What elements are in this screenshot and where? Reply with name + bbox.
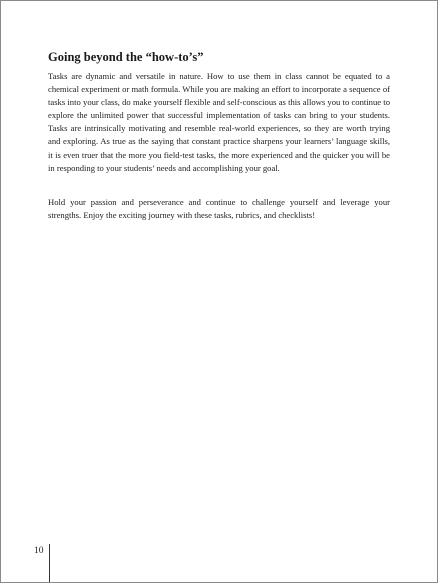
page-number: 10 (34, 546, 44, 556)
margin-rule (49, 544, 50, 583)
section-heading: Going beyond the “how-to’s” (48, 50, 204, 64)
body-paragraph-1: Tasks are dynamic and versatile in nature. How to use them in class cannot be equated to a chemical experiment or math formula. While you are making an effort to incorporate a sequence of tasks into your class, do make yourself flexible and self-conscious as this allows you to continue to explore the unlimited power that successful implementation of tasks can bring to your students. Tasks are intrinsically motivating and resemble real-world experiences, so they are worth trying and exploring. As true as the saying that constant practice sharpens your learners’ language skills, it is even truer that the more you field-test tasks, the more experienced and the quicker you will be in responding to your students’ needs and accomplishing your goal. (48, 71, 390, 173)
body-paragraph-2: Hold your passion and perseverance and continue to challenge yourself and leverage your strengths. Enjoy the exciting journey with these tasks, rubrics, and checklists! (48, 197, 390, 221)
